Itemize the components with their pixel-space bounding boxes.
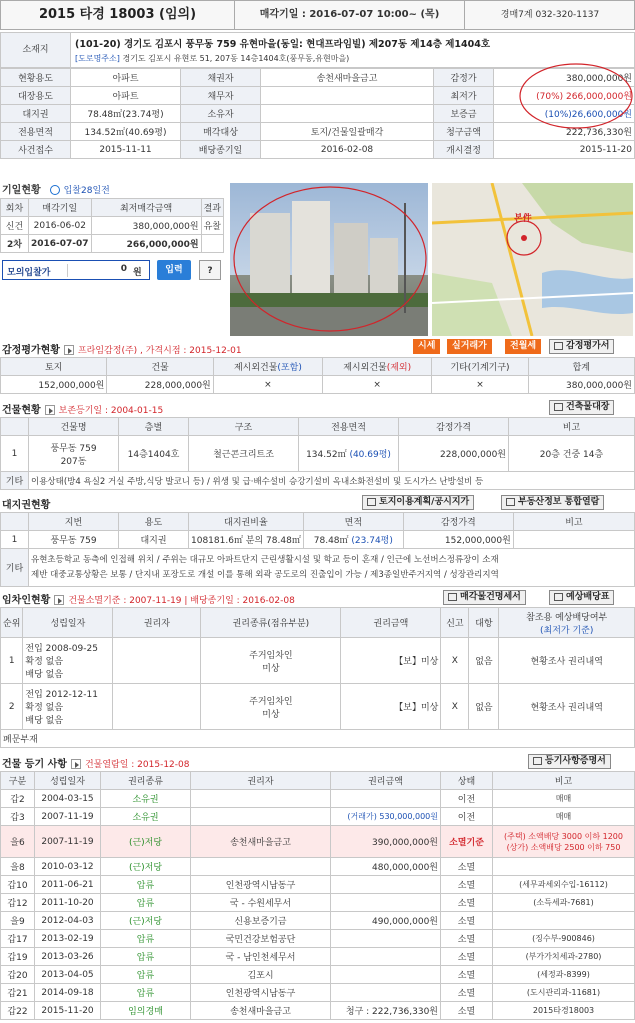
land-cell: 108181.6㎡ 분의 78.48㎡ (189, 531, 304, 549)
registry-cell: 을6 (1, 826, 35, 858)
registry-cell: 압류 (101, 966, 191, 984)
auction-row (1, 217, 224, 235)
appraisal-doc-label: 감정평가서 (566, 341, 610, 351)
document-icon (554, 342, 563, 350)
document-icon (554, 593, 563, 601)
registry-cert-label: 등기사항증명서 (545, 756, 606, 766)
summary-label: 매각대상 (181, 123, 261, 141)
registry-cell: 국 - 남인천세무서 (191, 948, 331, 966)
registry-cell: 소멸 (441, 912, 493, 930)
appraisal-header: 합계 (528, 358, 634, 376)
building-header: 전용면적 (299, 418, 399, 436)
summary-value: 2016-02-08 (261, 141, 434, 159)
registry-cell: 압류 (101, 984, 191, 1002)
registry-cell: 2010-03-12 (35, 858, 101, 876)
registry-cell: 송천새마을금고 (191, 826, 331, 858)
building-cell: 228,000,000원 (399, 436, 509, 472)
address-main: (101-20) 경기도 김포시 풍무동 759 유현마을(동일: 현대프라임빌) 제207동 제14층 제1404호 (75, 39, 491, 50)
registry-header: 비고 (493, 772, 635, 790)
summary-label: 대지권 (1, 105, 71, 123)
clock-icon (50, 185, 60, 195)
registry-cell: 2007-11-19 (35, 808, 101, 826)
registry-cell (191, 808, 331, 826)
registry-cell (331, 790, 441, 808)
tenant-header: 순위 (1, 608, 23, 638)
road-address-text: 경기도 김포시 유현로 51, 207동 14층1404호(풍무동,유현마을) (122, 54, 350, 63)
land-header: 대지권비율 (189, 513, 304, 531)
tenant-heading (2, 591, 295, 606)
appraisal-header-note: (포함) (277, 363, 302, 373)
auction-cell (201, 235, 223, 253)
tenant-row (1, 684, 635, 730)
registry-cell: 소멸 (441, 930, 493, 948)
registry-row (1, 808, 635, 826)
mock-bid-submit[interactable]: 입력 (157, 260, 191, 280)
registry-cell: 2013-04-05 (35, 966, 101, 984)
land-header: 면적 (303, 513, 403, 531)
registry-cell: 송천새마을금고 (191, 1002, 331, 1020)
auction-title-text: 기일현황 (2, 185, 41, 196)
expand-arrow-icon[interactable] (45, 405, 55, 415)
registry-row (1, 1002, 635, 1020)
registry-cell: (근)저당 (101, 912, 191, 930)
building-cell: 14층1404호 (119, 436, 189, 472)
mock-bid (2, 260, 224, 280)
appraisal-header: 제시외건물(포함) (213, 358, 322, 376)
tenant-note: 폐문부재 (1, 730, 635, 748)
registry-cell: 국 - 수원세무서 (191, 894, 331, 912)
registry-cell: 갑3 (1, 808, 35, 826)
land-cell: 1 (1, 531, 29, 549)
registry-cell: 2011-06-21 (35, 876, 101, 894)
registry-cell: (도시관리과-11681) (493, 984, 635, 1002)
summary-value: (10%)26,600,000원 (494, 105, 635, 123)
building-header: 비고 (509, 418, 635, 436)
registry-cell: (세무과세외수입-16112) (493, 876, 635, 894)
summary-value: 222,736,330원 (494, 123, 635, 141)
registry-cell (331, 948, 441, 966)
tenant-title: 임차인현황 (2, 595, 51, 606)
auction-row (1, 235, 224, 253)
appraisal-cell: × (213, 376, 322, 394)
registry-cell: 갑21 (1, 984, 35, 1002)
registry-cell: 소멸 (441, 876, 493, 894)
registry-cell: 2013-03-26 (35, 948, 101, 966)
registry-cell (493, 912, 635, 930)
registry-cell: (징수부-900846) (493, 930, 635, 948)
tenant-header-note: (최저가 기준) (540, 625, 594, 636)
registry-row (1, 858, 635, 876)
appraisal-sub: 프라임감정(주) , 가격시점 : 2015-12-01 (77, 346, 242, 356)
registry-row (1, 984, 635, 1002)
summary-value (261, 87, 434, 105)
registry-cell: 압류 (101, 894, 191, 912)
registry-cell: 이전 (441, 790, 493, 808)
sale-date: 매각기일 : 2016-07-07 10:00~ (목) (235, 1, 465, 29)
tenant-header: 성립일자 (23, 608, 113, 638)
summary-label: 최저가 (434, 87, 494, 105)
summary-label: 배당종기일 (181, 141, 261, 159)
registry-cell: 2004-03-15 (35, 790, 101, 808)
appraisal-header-note: (제외) (386, 363, 412, 373)
registry-cell: 2014-09-18 (35, 984, 101, 1002)
registry-cell: (거래가) 530,000,000원 (331, 808, 441, 826)
land-header: 용도 (119, 513, 189, 531)
registry-cell: 소멸 (441, 948, 493, 966)
registry-cell: (근)저당 (101, 858, 191, 876)
land-title: 대지권현황 (2, 500, 51, 511)
tenant-report: X (441, 638, 469, 684)
land-header (1, 513, 29, 531)
registry-cell: 480,000,000원 (331, 858, 441, 876)
appraisal-cell: 228,000,000원 (107, 376, 213, 394)
registry-cell: 압류 (101, 876, 191, 894)
registry-cell (331, 930, 441, 948)
registry-title: 건물 등기 사항 (2, 759, 67, 770)
summary-value: 토지/건물일괄매각 (261, 123, 434, 141)
document-icon (367, 498, 376, 506)
location-map-art (432, 183, 633, 336)
registry-cell: 이전 (441, 808, 493, 826)
tenant-holder (113, 684, 201, 730)
registry-cell: 소유권 (101, 808, 191, 826)
registry-cell (191, 858, 331, 876)
appraisal-cell: 152,000,000원 (1, 376, 107, 394)
registry-cell: 임의경매 (101, 1002, 191, 1020)
building-register-button[interactable] (549, 400, 614, 415)
sale-spec-label: 매각물건명세서 (460, 592, 521, 602)
expand-arrow-icon[interactable] (71, 759, 81, 769)
tenant-header: 권리금액 (341, 608, 441, 638)
appraisal-cell: × (323, 376, 432, 394)
registry-header: 권리금액 (331, 772, 441, 790)
mock-bid-unit: 원 (133, 268, 142, 278)
appraisal-title: 감정평가현황 (2, 345, 60, 356)
registry-cell: 인천광역시남동구 (191, 984, 331, 1002)
building-photo-art (230, 183, 428, 336)
building-header: 건물명 (29, 418, 119, 436)
auction-header: 최저매각금액 (91, 199, 201, 217)
case-number: 2015 타경 18003 (임의) (1, 1, 235, 29)
tenant-holder (113, 638, 201, 684)
registry-cell: 2015-11-20 (35, 1002, 101, 1020)
registry-cell: 소멸 (441, 984, 493, 1002)
dividend-table-button[interactable] (549, 590, 614, 605)
land-cell: 풍무동 759 (29, 531, 119, 549)
registry-cell: 을9 (1, 912, 35, 930)
registry-cell (331, 984, 441, 1002)
registry-cell: 소유권 (101, 790, 191, 808)
mock-bid-label: 모의입찰가 (7, 268, 51, 278)
summary-value: 송천새마을금고 (261, 69, 434, 87)
rent-button[interactable]: 전월세 (505, 339, 541, 354)
summary-label: 보증금 (434, 105, 494, 123)
appraisal-header: 제시외건물(제외) (323, 358, 432, 376)
registry-cell: 신용보증기금 (191, 912, 331, 930)
registry-cell: 2011-10-20 (35, 894, 101, 912)
summary-value: 2015-11-11 (71, 141, 181, 159)
mock-bid-box (2, 260, 150, 280)
registry-cell: 매매 (493, 808, 635, 826)
summary-label: 채무자 (181, 87, 261, 105)
building-photo[interactable] (230, 183, 428, 336)
building-cell: 20층 건중 14층 (509, 436, 635, 472)
auction-title (2, 181, 110, 196)
summary-value (261, 105, 434, 123)
auction-cell: 유찰 (201, 217, 223, 235)
tenant-dates: 전입 2008-09-25 확정 없음 배당 없음 (23, 638, 113, 684)
registry-cell: 소멸기준 (441, 826, 493, 858)
registry-header: 성립일자 (35, 772, 101, 790)
land-etc-line-2: 제반 대중교통상황은 보통 / 단지내 포장도로 개설 이를 통해 외곽 공도로의 진출입이 가능 / 제3종일반주거지역 / 성장관리지역 (31, 569, 499, 580)
summary-value: 380,000,000원 (494, 69, 635, 87)
registry-header: 구분 (1, 772, 35, 790)
tenant-amount: 【보】미상 (341, 684, 441, 730)
expand-arrow-icon[interactable] (64, 345, 74, 355)
land-etc-line-1: 유현초등학교 동측에 인접해 위치 / 주위는 대규모 아파트단지 근린생활시설 및 학교 등이 혼재 / 인근에 노선버스정류장이 소재 (31, 554, 499, 565)
registry-cell: (소득세과-7681) (493, 894, 635, 912)
tenant-type: 주거임차인 미상 (201, 638, 341, 684)
appraisal-header: 건물 (107, 358, 213, 376)
summary-value: (70%) 266,000,000원 (494, 87, 635, 105)
building-sub: 보존등기일 : 2004-01-15 (58, 406, 164, 416)
map-marker-label: 본件 (514, 214, 532, 224)
land-header: 감정가격 (403, 513, 513, 531)
market-price-button[interactable]: 시세 (413, 339, 440, 354)
registry-cell: 490,000,000원 (331, 912, 441, 930)
registry-cell (331, 876, 441, 894)
registry-cell: (근)저당 (101, 826, 191, 858)
auction-badge: 입찰28일전 (63, 186, 110, 196)
auction-cell: 신건 (1, 217, 29, 235)
appraisal-header: 토지 (1, 358, 107, 376)
realestate-info-button[interactable] (501, 495, 604, 510)
registry-cell: 압류 (101, 948, 191, 966)
building-cell: 철근콘크리트조 (189, 436, 299, 472)
tenant-oppose: 없음 (469, 684, 499, 730)
auction-cell: 2차 (1, 235, 29, 253)
registry-cell: 2013-02-19 (35, 930, 101, 948)
building-cell: 풍무동 759 207동 (29, 436, 119, 472)
summary-label: 소유자 (181, 105, 261, 123)
tenant-header: 권리종류(점유부분) (201, 608, 341, 638)
land-header: 비고 (513, 513, 634, 531)
registry-cell: 갑2 (1, 790, 35, 808)
registry-row (1, 876, 635, 894)
appraisal-doc-button[interactable] (549, 339, 614, 354)
land-cell: 대지권 (119, 531, 189, 549)
auction-table (0, 198, 224, 253)
summary-label: 전용면적 (1, 123, 71, 141)
building-cell: 134.52㎡ (40.69평) (299, 436, 399, 472)
auction-cell: 380,000,000원 (91, 217, 201, 235)
realestate-info-label: 부동산정보 통합열람 (518, 497, 600, 507)
header-bar (0, 0, 635, 30)
registry-row (1, 894, 635, 912)
appraisal-heading (2, 341, 242, 356)
court-info: 경매7계 032-320-1137 (500, 10, 600, 20)
tenant-sub: 건물소멸기준 : 2007-11-19 | 배당종기일 : 2016-02-08 (68, 596, 295, 606)
registry-sub: 건물열람일 : 2015-12-08 (84, 760, 190, 770)
auction-header: 회차 (1, 199, 29, 217)
registry-cell: 390,000,000원 (331, 826, 441, 858)
registry-table (0, 771, 635, 1020)
registry-cell (191, 790, 331, 808)
auction-header: 매각기일 (29, 199, 92, 217)
registry-cell: 갑12 (1, 894, 35, 912)
road-address-tag[interactable]: [도로명주소] (75, 54, 120, 63)
registry-cell: 매매 (493, 790, 635, 808)
tenant-ref: 현황조사 권리내역 (499, 638, 635, 684)
land-etc (29, 549, 635, 587)
registry-cell: (세정과-8399) (493, 966, 635, 984)
building-header: 감정가격 (399, 418, 509, 436)
registry-cell: 갑19 (1, 948, 35, 966)
registry-row (1, 948, 635, 966)
land-heading (2, 496, 50, 511)
registry-cell: 인천광역시남동구 (191, 876, 331, 894)
building-register-label: 건축물대장 (566, 402, 610, 412)
registry-cell: 2007-11-19 (35, 826, 101, 858)
address-label: 소재지 (1, 33, 71, 67)
tenant-header: 권리자 (113, 608, 201, 638)
summary-label: 개시결정 (434, 141, 494, 159)
tenant-rank: 1 (1, 638, 23, 684)
building-header (1, 418, 29, 436)
land-etc-label: 기타 (1, 549, 29, 587)
building-header: 층별 (119, 418, 189, 436)
building-table (0, 417, 635, 490)
registry-row (1, 912, 635, 930)
land-use-label: 토지이용계획/공시지가 (379, 497, 470, 507)
registry-cell: 소멸 (441, 1002, 493, 1020)
land-use-button[interactable] (362, 495, 474, 510)
tenant-header: 대항 (469, 608, 499, 638)
real-trade-button[interactable]: 실거래가 (447, 339, 492, 354)
registry-cell: 갑17 (1, 930, 35, 948)
appraisal-table (0, 357, 635, 394)
help-button[interactable]: ? (199, 260, 221, 280)
auction-header: 결과 (201, 199, 223, 217)
document-icon (506, 498, 515, 506)
location-map[interactable] (432, 183, 633, 336)
land-table (0, 512, 635, 587)
registry-cell (331, 894, 441, 912)
tenant-report: X (441, 684, 469, 730)
registry-header: 상태 (441, 772, 493, 790)
summary-label: 감정가 (434, 69, 494, 87)
registry-header: 권리종류 (101, 772, 191, 790)
summary-label: 채권자 (181, 69, 261, 87)
auction-cell: 266,000,000원 (91, 235, 201, 253)
sale-spec-button[interactable] (443, 590, 526, 605)
appraisal-cell: 380,000,000원 (528, 376, 634, 394)
registry-cell: 김포시 (191, 966, 331, 984)
expand-arrow-icon[interactable] (54, 595, 64, 605)
registry-cell: 갑22 (1, 1002, 35, 1020)
tenant-oppose: 없음 (469, 638, 499, 684)
land-header: 지번 (29, 513, 119, 531)
registry-row (1, 930, 635, 948)
tenant-rank: 2 (1, 684, 23, 730)
registry-cell (331, 966, 441, 984)
tenant-header: 참조용 예상배당여부 (최저가 기준) (499, 608, 635, 638)
registry-cert-button[interactable] (528, 754, 611, 769)
registry-row (1, 966, 635, 984)
summary-value: 2015-11-20 (494, 141, 635, 159)
registry-cell: 갑10 (1, 876, 35, 894)
registry-cell: (부가가치세과-2780) (493, 948, 635, 966)
appraisal-cell: × (432, 376, 528, 394)
registry-cell: 2012-04-03 (35, 912, 101, 930)
summary-label: 청구금액 (434, 123, 494, 141)
summary-value: 78.48㎡(23.74평) (71, 105, 181, 123)
registry-cell: 청구 : 222,736,330원 (331, 1002, 441, 1020)
registry-row (1, 790, 635, 808)
summary-value: 아파트 (71, 69, 181, 87)
building-etc-label: 기타 (1, 472, 29, 490)
building-header: 구조 (189, 418, 299, 436)
building-etc: 이용상태(방4 욕실2 거실 주방,식당 발코니 등) / 위생 및 급·배수설비 승강기설비 옥내소화전설비 및 도시가스 난방설비 등 (29, 472, 635, 490)
registry-cell: 소멸 (441, 858, 493, 876)
registry-cell: 을8 (1, 858, 35, 876)
dividend-table-label: 예상배당표 (566, 592, 610, 602)
registry-header: 권리자 (191, 772, 331, 790)
registry-cell: 2015타경18003 (493, 1002, 635, 1020)
auction-cell: 2016-07-07 (29, 235, 92, 253)
registry-cell: 압류 (101, 930, 191, 948)
document-icon (533, 757, 542, 765)
building-heading (2, 401, 163, 416)
building-title: 건물현황 (2, 405, 41, 416)
road-address (75, 53, 349, 64)
land-cell: 152,000,000원 (403, 531, 513, 549)
tenant-ref: 현황조사 권리내역 (499, 684, 635, 730)
land-cell (513, 531, 634, 549)
registry-row (1, 826, 635, 858)
tenant-dates: 전입 2012-12-11 확정 없음 배당 없음 (23, 684, 113, 730)
summary-label: 대장용도 (1, 87, 71, 105)
tenant-header: 신고 (441, 608, 469, 638)
registry-cell: 소멸 (441, 966, 493, 984)
building-cell: 1 (1, 436, 29, 472)
registry-cell: 갑20 (1, 966, 35, 984)
registry-cell: 국민건강보험공단 (191, 930, 331, 948)
summary-value: 134.52㎡(40.69평) (71, 123, 181, 141)
summary-label: 사건접수 (1, 141, 71, 159)
tenant-type: 주거임차인 미상 (201, 684, 341, 730)
registry-heading (2, 755, 189, 770)
mock-bid-input[interactable]: 0 (67, 264, 127, 277)
tenant-row (1, 638, 635, 684)
registry-cell (493, 858, 635, 876)
registry-cell: (주택) 소액배당 3000 이하 1200 (상가) 소액배당 2500 이하 750 (493, 826, 635, 858)
summary-value: 아파트 (71, 87, 181, 105)
registry-cell: 소멸 (441, 894, 493, 912)
highlight-circle (518, 62, 634, 130)
document-icon (448, 593, 457, 601)
summary-row (1, 141, 635, 159)
tenant-amount: 【보】미상 (341, 638, 441, 684)
tenant-table (0, 607, 635, 748)
appraisal-header: 기타(기계기구) (432, 358, 528, 376)
land-cell: 78.48㎡ (23.74평) (303, 531, 403, 549)
document-icon (554, 403, 563, 411)
summary-label: 현황용도 (1, 69, 71, 87)
auction-cell: 2016-06-02 (29, 217, 92, 235)
